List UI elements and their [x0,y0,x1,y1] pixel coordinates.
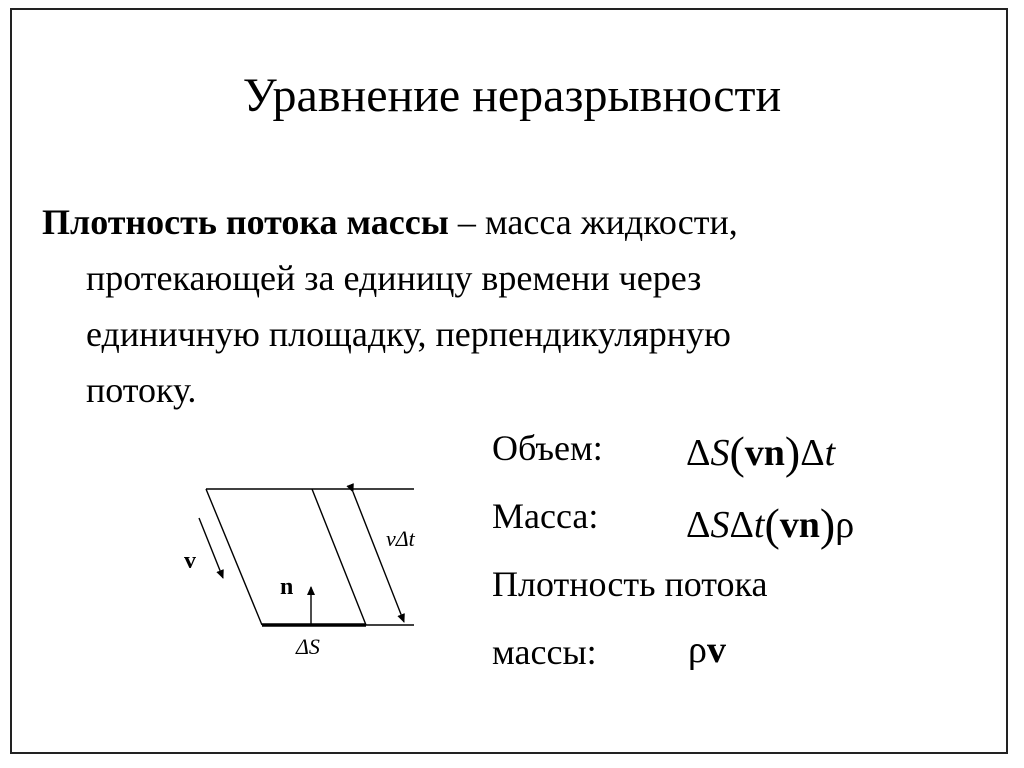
definition-line-1 [42,194,962,250]
definition-line-4: потоку. [86,370,197,410]
flow-parallelepiped-diagram [170,470,470,670]
definition-line-2: протекающей за единицу времени через [86,258,702,298]
definition-term: Плотность потока массы [42,202,449,242]
mass-flux-formula: ρv [688,629,726,671]
mass-label: Масса: [492,496,599,536]
velocity-arrow [199,518,223,578]
volume-label: Объем: [492,428,603,468]
definition-line-3: единичную площадку, перпендикулярную [86,314,731,354]
normal-label: n [280,574,294,600]
length-label: vΔt [386,526,415,551]
definition-text [42,194,962,418]
parallelogram-outline [206,489,414,625]
velocity-label: v [184,548,196,574]
volume-formula: ΔS(vn)Δt [686,427,836,478]
mass-flux-label-line-1: Плотность потока [492,564,768,604]
mass-formula: ΔSΔt(vn)ρ [686,499,855,550]
mass-flux-label-line-2: массы: [492,632,597,672]
definition-dash: – [448,202,485,242]
definition-line-1-rest: масса жидкости, [484,202,738,242]
length-arrow [353,492,404,622]
area-label: ΔS [296,634,320,659]
slide-title: Уравнение неразрывности [242,69,782,122]
diagram-svg [170,470,470,670]
